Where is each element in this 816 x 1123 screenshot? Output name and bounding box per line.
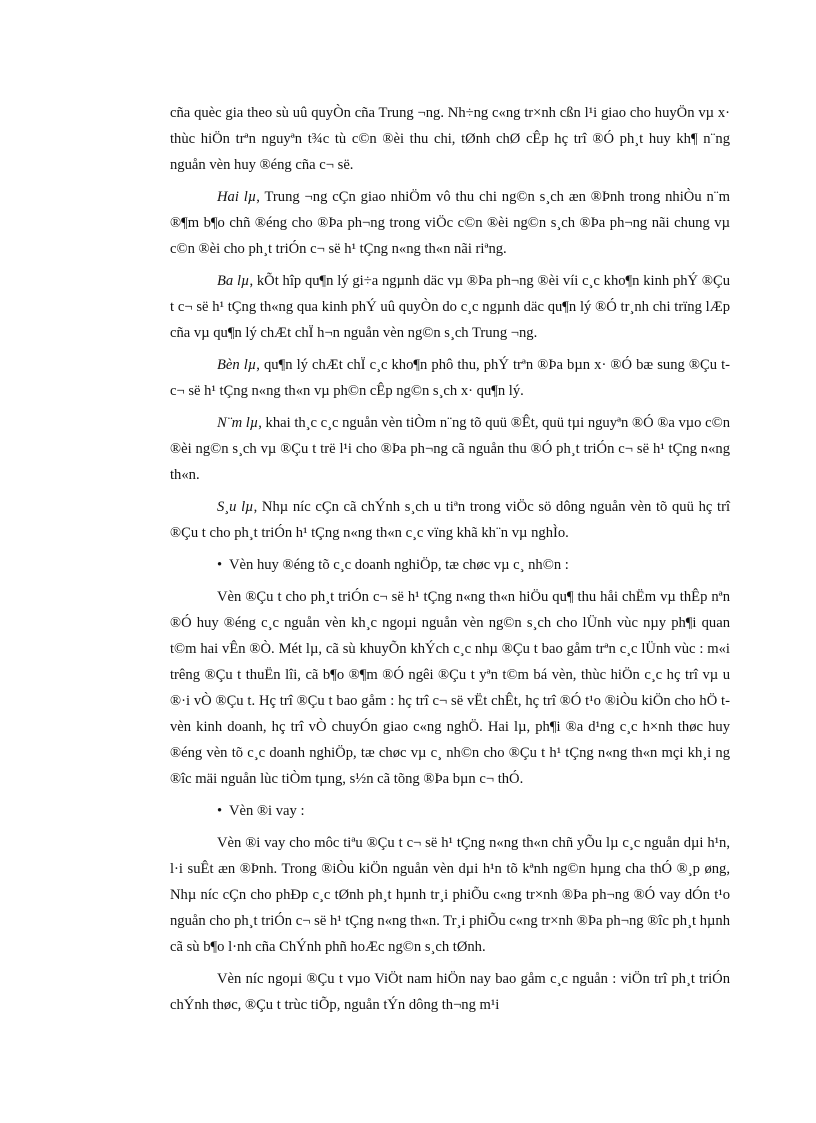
bullet-heading-2 xyxy=(170,798,730,824)
paragraph-text: Vèn níc ngoµi ®Çu t vµo ViÖt nam hiÖn nay bao gåm c¸c nguån : viÖn trî ph¸t triÓn chÝnh thøc, ®Çu t trùc tiÕp, nguån tÝn dông th¬ng m¹i xyxy=(170,971,730,1013)
paragraph-text: , qu¶n lý chÆt chÏ c¸c kho¶n phô thu, phÝ trªn ®Þa bµn x· ®Ó bæ sung ®Çu t c¬ së h¹ tÇng n«ng th«n vµ ph©n cÊp ng©n s¸ch x· qu¶n lý. xyxy=(170,357,730,399)
paragraph-lead: Ba lµ xyxy=(217,273,250,289)
paragraph-text: , Nhµ níc cÇn cã chÝnh s¸ch u tiªn trong viÖc sö dông nguån vèn tõ quü hç trî ®Çu t cho ph¸t triÓn h¹ tÇng n«ng th«n c¸c vïng khã kh¨n vµ nghÌo. xyxy=(170,499,730,541)
paragraph-9 xyxy=(170,966,730,1018)
paragraph-lead: S¸u lµ xyxy=(217,499,254,515)
paragraph-3 xyxy=(170,268,730,346)
bullet-icon: • xyxy=(217,803,223,819)
paragraph-lead: N¨m lµ xyxy=(217,415,259,431)
paragraph-text: cña quèc gia theo sù uû quyÒn cña Trung ¬ng. Nh÷ng c«ng tr×nh cßn l¹i giao cho huyÖn vµ x· thùc hiÖn trªn nguyªn t¾c tù c©n ®èi thu chi, tØnh chØ cÊp hç trî ®Ó ph¸t huy kh¶ n¨ng nguån vèn huy ®éng cña c¬ së. xyxy=(170,105,730,173)
paragraph-text: , kÕt hîp qu¶n lý gi÷a ngµnh däc vµ ®Þa ph¬ng ®èi víi c¸c kho¶n kinh phÝ ®Çu t c¬ së h¹ tÇng th«ng qua kinh phÝ uû quyÒn do c¸c ngµnh däc qu¶n lý ®Ó tr¸nh chi trïng lÆp cña vµ qu¶n lý chÆt chÏ h¬n nguån vèn ng©n s¸ch Trung ¬ng. xyxy=(170,273,730,341)
paragraph-lead: Bèn lµ xyxy=(217,357,257,373)
paragraph-5 xyxy=(170,410,730,488)
paragraph-4 xyxy=(170,352,730,404)
paragraph-8 xyxy=(170,830,730,960)
paragraph-text: Vèn ®i vay cho môc tiªu ®Çu t c¬ së h¹ tÇng n«ng th«n chñ yÕu lµ c¸c nguån dµi h¹n, l·i suÊt æn ®Þnh. Trong ®iÒu kiÖn nguån vèn dµi h¹n tõ kªnh ng©n hµng cha thÓ ®¸p øng, Nhµ níc cÇn cho phÐp c¸c tØnh ph¸t hµnh tr¸i phiÕu c«ng tr×nh ®Þa ph¬ng ®Ó vay dÓn t¹o nguån cho ph¸t triÓn c¬ së h¹ tÇng n«ng th«n. Tr¸i phiÕu c«ng tr×nh ®Þa ph¬ng ®îc ph¸t hµnh cã sù b¶o l·nh cña ChÝnh phñ hoÆc ng©n s¸ch tØnh. xyxy=(170,835,730,955)
bullet-icon: • xyxy=(217,557,223,573)
bullet-heading-1 xyxy=(170,552,730,578)
paragraph-lead: Hai lµ xyxy=(217,189,257,205)
bullet-text: Vèn huy ®éng tõ c¸c doanh nghiÖp, tæ chøc vµ c¸ nh©n : xyxy=(229,557,569,573)
paragraph-1 xyxy=(170,100,730,178)
paragraph-2 xyxy=(170,184,730,262)
paragraph-text: Vèn ®Çu t cho ph¸t triÓn c¬ së h¹ tÇng n«ng th«n hiÖu qu¶ thu håi chËm vµ thÊp nªn ®Ó huy ®éng c¸c nguån vèn kh¸c ngoµi nguån vèn ng©n s¸ch cho lÜnh vùc nµy ph¶i quan t©m hai vÊn ®Ò. Mét lµ, cã sù khuyÕn khÝch c¸c nhµ ®Çu t bao gåm trªn c¸c lÜnh vùc : m«i trêng ®Çu t thuËn lîi, cã b¶o ®¶m ®Ó ngêi ®Çu t yªn t©m bá vèn, thùc hiÖn c¸c hç trî vµ u ®·i vÒ ®Çu t. Hç trî ®Çu t bao gåm : hç trî c¬ së vËt chÊt, hç trî ®Ó t¹o ®iÒu kiÖn cho hÖ t vèn kinh doanh, hç trî vÒ chuyÓn giao c«ng nghÖ. Hai lµ, ph¶i ®a d¹ng c¸c h×nh thøc huy ®éng vèn tõ c¸c doanh nghiÖp, tæ chøc vµ c¸ nh©n cho ®Çu t h¹ tÇng n«ng th«n mçi kh¸i ng ®îc mäi nguån lùc tiÒm tµng, s½n cã tõng ®Þa bµn c¬ thÓ. xyxy=(170,589,730,787)
bullet-text: Vèn ®i vay : xyxy=(229,803,305,819)
paragraph-6 xyxy=(170,494,730,546)
paragraph-text: , khai th¸c c¸c nguån vèn tiÒm n¨ng tõ quü ®Êt, quü tµi nguyªn ®Ó ®a vµo c©n ®èi ng©n s¸ch vµ ®Çu t trë l¹i cho ®Þa ph¬ng cã nguån thu ®Ó ph¸t triÓn c¬ së h¹ tÇng n«ng th«n. xyxy=(170,415,730,483)
paragraph-text: , Trung ¬ng cÇn giao nhiÖm vô thu chi ng©n s¸ch æn ®Þnh trong nhiÒu n¨m ®¶m b¶o chñ ®éng cho ®Þa ph¬ng trong viÖc c©n ®èi ng©n s¸ch ®Þa ph¬ng nãi chung vµ c©n ®èi cho ph¸t triÓn c¬ së h¹ tÇng n«ng th«n nãi riªng. xyxy=(170,189,731,257)
document-page xyxy=(170,100,730,1024)
paragraph-7 xyxy=(170,584,730,792)
